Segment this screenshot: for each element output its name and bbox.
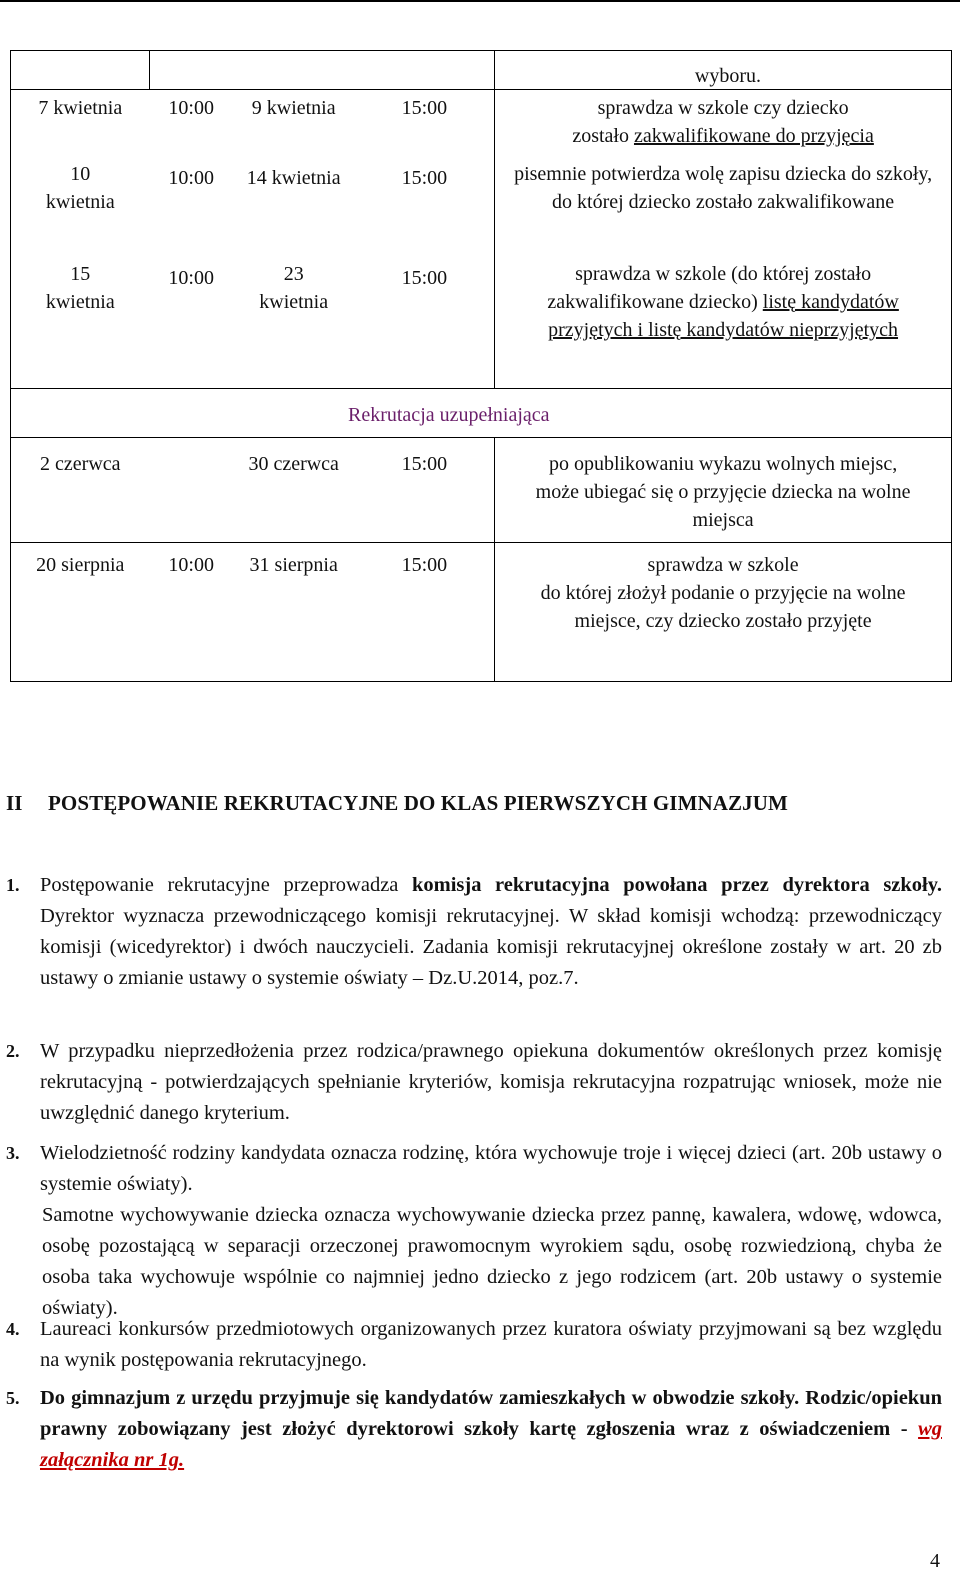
cell-end-time: 15:00 — [401, 554, 448, 576]
cell-start-time: 10:00 — [168, 554, 214, 576]
cell-start-time: 10:00 — [168, 97, 214, 119]
cell-start-date: 2 czerwca — [40, 453, 121, 475]
cell-description: po opublikowaniu wykazu wolnych miejsc, może ubiegać się o przyjęcie dziecka na wolne miejsca — [535, 453, 911, 531]
list-item — [6, 870, 942, 994]
cell-start-date: 10 kwietnia — [45, 163, 115, 213]
cell-end-time: 15:00 — [401, 167, 448, 189]
recruitment-schedule-table — [10, 50, 952, 682]
cell-start-date: 20 sierpnia — [36, 554, 125, 576]
item-text: Laureaci konkursów przedmiotowych organizowanych przez kuratora oświaty przyjmowani są bez względu na wynik postępowania rekrutacyjnego. — [40, 1318, 942, 1371]
cell-description: sprawdza w szkole czy dziecko zostało zakwalifikowane do przyjęcia — [572, 97, 874, 147]
table-row — [11, 90, 952, 161]
item-number: 5. — [6, 1388, 20, 1408]
cell-end-time: 15:00 — [401, 453, 448, 475]
item-number: 3. — [6, 1143, 20, 1163]
table-row — [11, 543, 952, 682]
cell-end-date: 30 czerwca — [248, 453, 339, 475]
section-heading — [6, 791, 946, 816]
cell-end-date: 31 sierpnia — [249, 554, 338, 576]
item-text: Do gimnazjum z urzędu przyjmuje się kandydatów zamieszkałych w obwodzie szkoły. Rodzic/opiekun prawny zobowiązany jest złożyć dyrektorowi szkoły kartę zgłoszenia wraz z oświadczeniem - wg załącznika nr 1g. — [40, 1387, 942, 1471]
attachment-link[interactable]: wg załącznika nr 1g. — [40, 1418, 942, 1471]
table-row — [11, 160, 952, 260]
cell-description: sprawdza w szkole do której złożył podanie o przyjęcie na wolne miejsce, czy dziecko zostało przyjęte — [540, 554, 906, 632]
item-text: W przypadku nieprzedłożenia przez rodzica/prawnego opiekuna dokumentów określonych przez komisję rekrutacyjną - potwierdzających spełnianie kryteriów, komisja rekrutacyjna rozpatrując wniosek, może nie uwzględnić danego kryterium. — [40, 1040, 942, 1124]
top-border-line — [0, 0, 960, 2]
cell-description: wyboru. — [495, 51, 952, 90]
cell-end-date: 14 kwietnia — [246, 167, 341, 189]
item-number: 4. — [6, 1319, 20, 1339]
table-row — [11, 438, 952, 543]
list-item — [6, 1383, 942, 1476]
section-header-row — [11, 389, 952, 438]
list-item — [6, 1138, 942, 1324]
table-row — [11, 51, 952, 90]
item-text: Wielodzietność rodziny kandydata oznacza rodzinę, która wychowuje troje i więcej dzieci (art. 20b ustawy o systemie oświaty). — [40, 1142, 942, 1195]
section-title: Rekrutacja uzupełniająca — [348, 404, 550, 426]
table-row — [11, 260, 952, 389]
item-text-continued: Samotne wychowywanie dziecka oznacza wychowywanie dziecka przez pannę, kawalera, wdowę, wdowca, osobę pozostającą w separacji orzeczonej prawomocnym wyrokiem sądu, osobę rozwiedzioną, chyba że osoba taka wychowuje wspólnie co najmniej jedno dziecko z jego rodzicem (art. 20b ustawy o systemie oświaty). — [42, 1204, 942, 1319]
cell-start-date: 15 kwietnia — [45, 263, 115, 313]
section-number: II — [6, 791, 23, 815]
cell-start-date: 7 kwietnia — [38, 97, 123, 119]
cell-end-date: 9 kwietnia — [251, 97, 336, 119]
cell-description: sprawdza w szkole (do której zostało zakwalifikowane dziecko) listę kandydatów przyjętych i listę kandydatów nieprzyjętych — [547, 263, 899, 341]
item-number: 1. — [6, 875, 20, 895]
cell-end-time: 15:00 — [401, 267, 448, 289]
list-item — [6, 1314, 942, 1376]
page-number: 4 — [930, 1550, 940, 1572]
item-number: 2. — [6, 1041, 20, 1061]
cell-start-time: 10:00 — [168, 267, 214, 289]
item-text: Postępowanie rekrutacyjne przeprowadza komisja rekrutacyjna powołana przez dyrektora szkoły. Dyrektor wyznacza przewodniczącego komisji rekrutacyjnej. W skład komisji wchodzą: przewodniczący komisji (wicedyrektor) i dwóch nauczycieli. Zadania komisji rekrutacyjnej określone zostały w art. 20 zb ustawy o zmianie ustawy o systemie oświaty – Dz.U.2014, poz.7. — [40, 874, 942, 989]
section-title: POSTĘPOWANIE REKRUTACYJNE DO KLAS PIERWSZYCH GIMNAZJUM — [48, 791, 788, 815]
cell-end-date: 23 kwietnia — [259, 263, 329, 313]
cell-start-time: 10:00 — [168, 167, 214, 189]
cell-end-time: 15:00 — [401, 97, 448, 119]
list-item — [6, 1036, 942, 1129]
cell-description: pisemnie potwierdza wolę zapisu dziecka do szkoły, do której dziecko zostało zakwalifikowane — [514, 163, 933, 213]
